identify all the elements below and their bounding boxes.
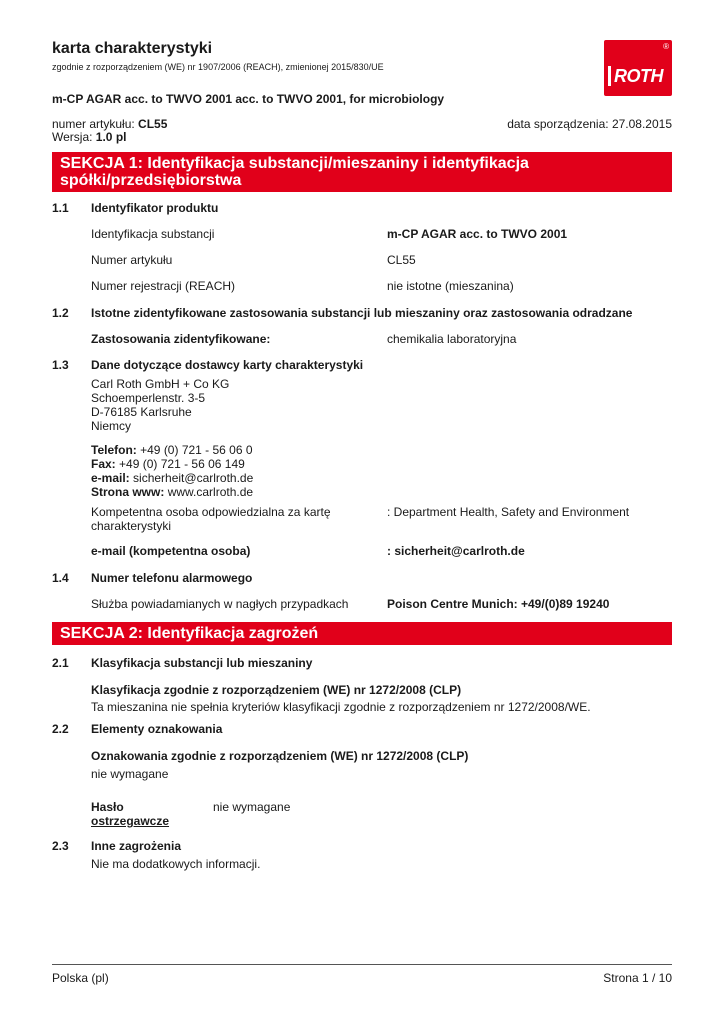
logo-stripe	[608, 66, 611, 86]
section-1-3-title: Dane dotyczące dostawcy karty charakterystyki	[91, 358, 364, 372]
reach-label: Numer rejestracji (REACH)	[91, 279, 236, 293]
labelling-subtitle: Oznakowania zgodnie z rozporządzeniem (WE) nr 1272/2008 (CLP)	[91, 749, 469, 763]
competent-email-value: : sicherheit@carlroth.de	[387, 544, 525, 558]
article-label: numer artykułu:	[52, 117, 135, 131]
fax-label: Fax:	[91, 457, 116, 471]
registered-mark: ®	[663, 42, 669, 51]
substance-id-label: Identyfikacja substancji	[91, 227, 215, 241]
section-2-2-title: Elementy oznakowania	[91, 722, 223, 736]
section-2-3-title: Inne zagrożenia	[91, 839, 182, 853]
section-1-banner: SEKCJA 1: Identyfikacja substancji/mieszaniny i identyfikacja spółki/przedsiębiorstwa	[52, 152, 672, 192]
www-label: Strona www:	[91, 485, 165, 499]
identified-uses-value: chemikalia laboratoryjna	[387, 332, 517, 346]
address-line: Carl Roth GmbH + Co KG	[91, 377, 230, 391]
section-2-1-title: Klasyfikacja substancji lub mieszaniny	[91, 656, 313, 670]
phone-line	[91, 443, 253, 457]
section-1-4-number: 1.4	[52, 571, 69, 585]
section-2-1-number: 2.1	[52, 656, 69, 670]
phone-value: +49 (0) 721 - 56 06 0	[140, 443, 253, 457]
emergency-value: Poison Centre Munich: +49/(0)89 19240	[387, 597, 610, 611]
footer-divider	[52, 964, 672, 965]
signal-word-label-line: Hasło	[91, 800, 124, 814]
article-value: CL55	[138, 117, 168, 131]
footer-page-number: Strona 1 / 10	[603, 971, 672, 985]
date-label: data sporządzenia:	[507, 117, 609, 131]
version-label: Wersja:	[52, 130, 93, 144]
address-line: Niemcy	[91, 419, 132, 433]
section-2-2-number: 2.2	[52, 722, 69, 736]
section-2-3-number: 2.3	[52, 839, 69, 853]
section-2-banner: SEKCJA 2: Identyfikacja zagrożeń	[52, 622, 672, 645]
other-hazards-text: Nie ma dodatkowych informacji.	[91, 857, 261, 871]
creation-date	[507, 117, 672, 131]
competent-label-line: charakterystyki	[91, 519, 172, 533]
www-line	[91, 485, 253, 499]
competent-label-line: Kompetentna osoba odpowiedzialna za kartę	[91, 505, 331, 519]
supplier-address	[91, 377, 229, 433]
email-value: sicherheit@carlroth.de	[133, 471, 254, 485]
identified-uses-label: Zastosowania zidentyfikowane:	[91, 332, 271, 346]
email-line	[91, 471, 253, 485]
competent-email-label: e-mail (kompetentna osoba)	[91, 544, 251, 558]
roth-logo	[604, 40, 672, 96]
fax-value: +49 (0) 721 - 56 06 149	[119, 457, 245, 471]
article-number	[52, 117, 167, 131]
classification-text: Ta mieszanina nie spełnia kryteriów klasyfikacji zgodnie z rozporządzeniem nr 1272/2008/WE.	[91, 700, 591, 714]
section-1-1-number: 1.1	[52, 201, 69, 215]
substance-id-value: m-CP AGAR acc. to TWVO 2001	[387, 227, 568, 241]
article-number-value: CL55	[387, 253, 416, 267]
competent-person-label	[91, 505, 331, 533]
section-1-4-title: Numer telefonu alarmowego	[91, 571, 253, 585]
page-title: karta charakterystyki	[52, 40, 213, 57]
supplier-contacts	[91, 443, 253, 499]
version-value: 1.0 pl	[95, 130, 127, 144]
fax-line	[91, 457, 253, 471]
section-1-2-number: 1.2	[52, 306, 69, 320]
labelling-text: nie wymagane	[91, 767, 169, 781]
signal-word-label-line: ostrzegawcze	[91, 814, 170, 828]
address-line: Schoemperlenstr. 3-5	[91, 391, 206, 405]
footer-language: Polska (pl)	[52, 971, 109, 985]
date-value: 27.08.2015	[611, 117, 672, 131]
competent-person-value: : Department Health, Safety and Environment	[387, 505, 630, 519]
phone-label: Telefon:	[91, 443, 137, 457]
www-value: www.carlroth.de	[167, 485, 254, 499]
version	[52, 130, 126, 144]
article-number-label: Numer artykułu	[91, 253, 173, 267]
address-line: D-76185 Karlsruhe	[91, 405, 192, 419]
email-label: e-mail:	[91, 471, 130, 485]
classification-subtitle: Klasyfikacja zgodnie z rozporządzeniem (WE) nr 1272/2008 (CLP)	[91, 683, 462, 697]
signal-word-value: nie wymagane	[213, 800, 291, 814]
signal-word-label	[91, 800, 169, 828]
product-name: m-CP AGAR acc. to TWVO 2001 acc. to TWVO 2001, for microbiology	[52, 92, 445, 106]
regulation-subtitle: zgodnie z rozporządzeniem (WE) nr 1907/2006 (REACH), zmienionej 2015/830/UE	[52, 62, 384, 72]
section-1-1-title: Identyfikator produktu	[91, 201, 219, 215]
section-1-3-number: 1.3	[52, 358, 69, 372]
emergency-label: Służba powiadamianych w nagłych przypadkach	[91, 597, 349, 611]
section-1-2-title: Istotne zidentyfikowane zastosowania substancji lub mieszaniny oraz zastosowania odradzane	[91, 306, 633, 320]
reach-value: nie istotne (mieszanina)	[387, 279, 514, 293]
logo-text: ROTH	[614, 66, 663, 86]
